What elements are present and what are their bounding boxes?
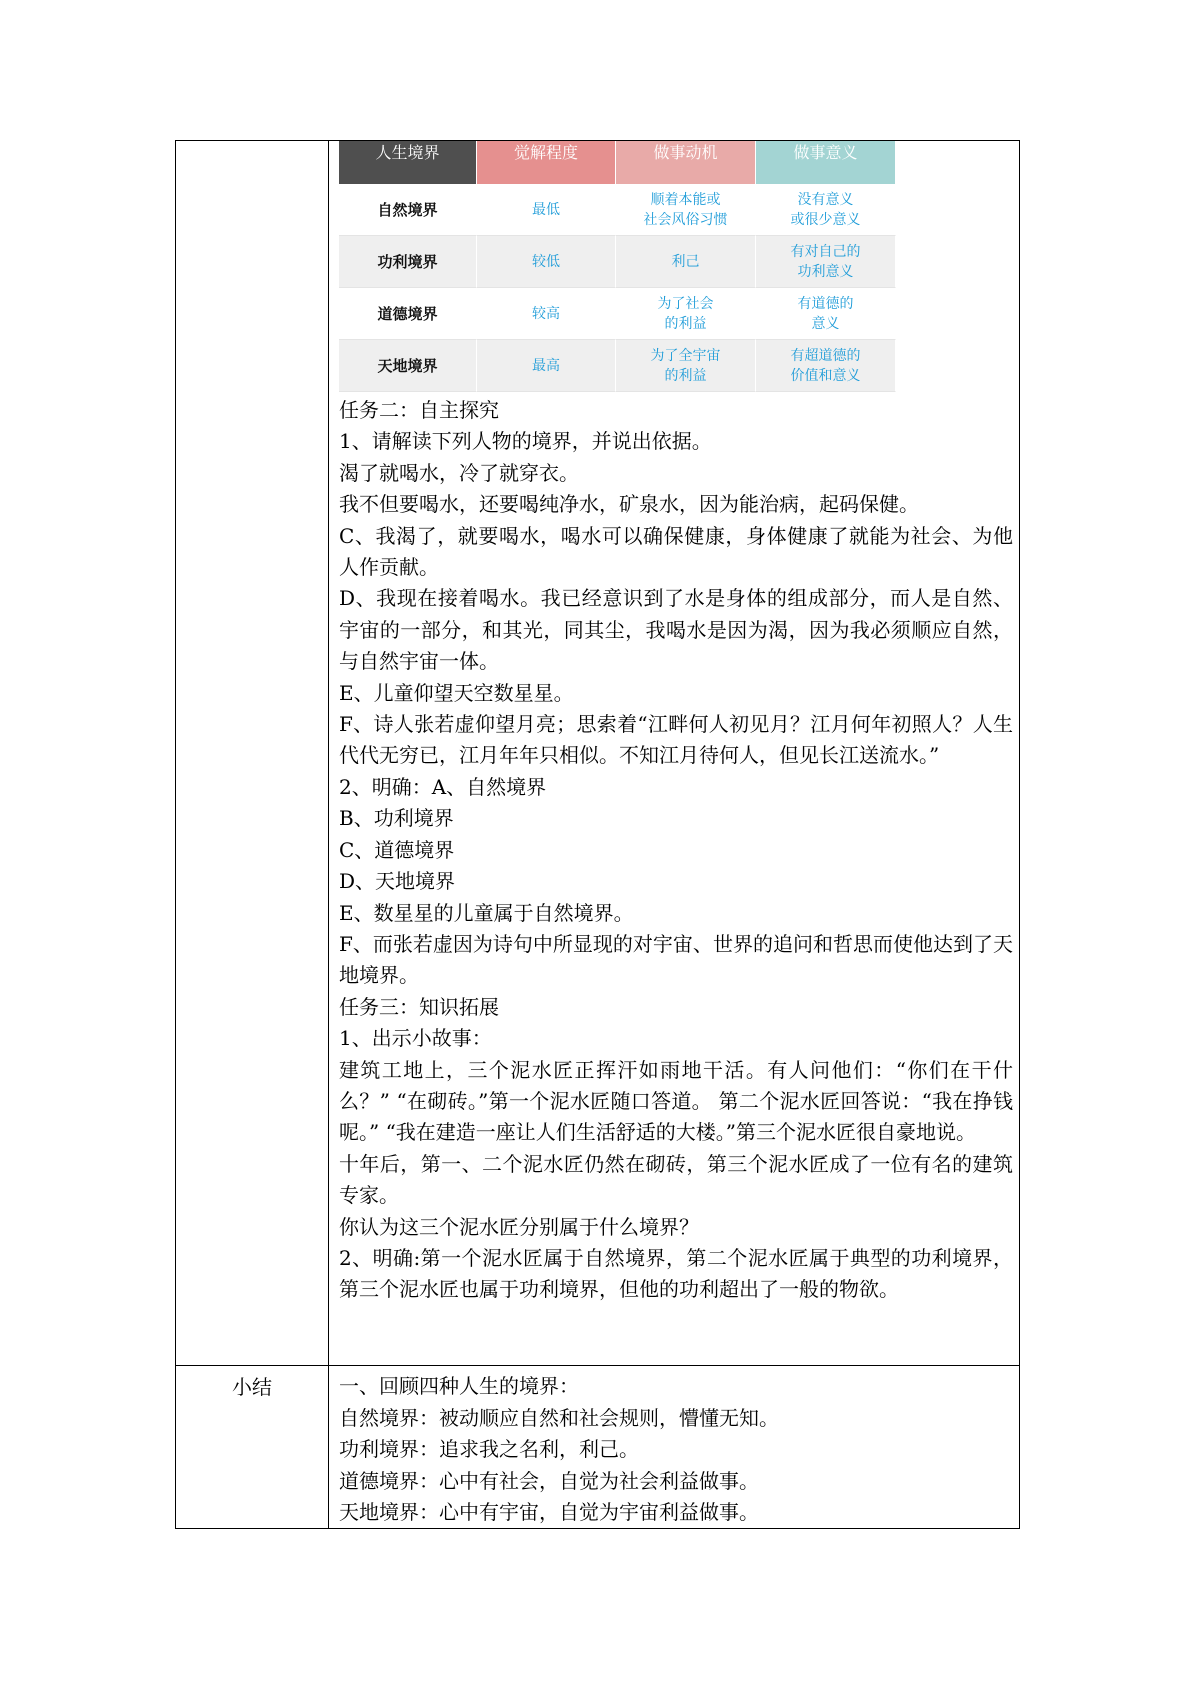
paragraph: E、数星星的儿童属于自然境界。 bbox=[339, 900, 634, 925]
summary-line: 道德境界：心中有社会，自觉为社会利益做事。 bbox=[339, 1468, 759, 1493]
realm-degree: 较低 bbox=[477, 236, 616, 288]
realm-table-image bbox=[339, 141, 896, 392]
paragraph: 建筑工地上，三个泥水匠正挥汗如雨地干活。有人问他们：“你们在干什么？” “在砌砖。”第一个泥水匠随口答道。 第二个泥水匠回答说：“我在挣钱呢。” “我在建造一座让人们生活舒适的大楼。”第三个泥水匠很自豪地说。 bbox=[339, 1057, 1013, 1145]
realm-meaning bbox=[756, 288, 896, 340]
realm-meaning bbox=[756, 184, 896, 236]
realm-table-row bbox=[339, 288, 896, 340]
motive-line: 为了全宇宙 bbox=[650, 347, 721, 364]
meaning-line: 有超道德的 bbox=[790, 347, 861, 364]
meaning-line: 有对自己的 bbox=[790, 243, 861, 260]
realm-degree: 最高 bbox=[477, 340, 616, 392]
paragraph: F、诗人张若虚仰望月亮；思索着“江畔何人初见月？江月何年初照人？人生代代无穷已，江月年年只相似。不知江月待何人，但见长江送流水。” bbox=[339, 712, 1013, 768]
realm-table-header bbox=[339, 141, 896, 184]
meaning-line: 意义 bbox=[811, 315, 840, 332]
paragraph: 渴了就喝水，冷了就穿衣。 bbox=[339, 460, 579, 485]
summary-line: 天地境界：心中有宇宙，自觉为宇宙利益做事。 bbox=[339, 1500, 759, 1524]
summary-line: 一、回顾四种人生的境界： bbox=[339, 1374, 579, 1398]
realm-name: 自然境界 bbox=[339, 184, 477, 236]
motive-line: 社会风俗习惯 bbox=[643, 211, 728, 228]
paragraph: 1、请解读下列人物的境界，并说出依据。 bbox=[339, 429, 712, 454]
realm-name: 功利境界 bbox=[339, 236, 477, 288]
paragraph: C、我渴了，就要喝水，喝水可以确保健康，身体健康了就能为社会、为他人作贡献。 bbox=[339, 523, 1013, 580]
realm-degree: 较高 bbox=[477, 288, 616, 340]
motive-line: 利己 bbox=[671, 253, 700, 270]
summary-text bbox=[339, 1371, 1013, 1529]
meaning-line: 或很少意义 bbox=[790, 211, 861, 228]
lesson-table bbox=[175, 140, 1020, 1529]
paragraph: 任务二：自主探究 bbox=[339, 398, 499, 422]
realm-name: 道德境界 bbox=[339, 288, 477, 340]
paragraph: E、儿童仰望天空数星星。 bbox=[339, 680, 574, 705]
task-text bbox=[339, 395, 1013, 1306]
summary-line: 功利境界：追求我之名利，利己。 bbox=[339, 1437, 639, 1461]
paragraph: D、天地境界 bbox=[339, 869, 456, 894]
realm-motive bbox=[616, 288, 756, 340]
summary-label: 小结 bbox=[232, 1375, 272, 1399]
header-cell: 觉解程度 bbox=[477, 141, 616, 184]
realm-table-row bbox=[339, 236, 896, 288]
paragraph: 我不但要喝水，还要喝纯净水，矿泉水，因为能治病，起码保健。 bbox=[339, 492, 919, 517]
paragraph: D、我现在接着喝水。我已经意识到了水是身体的组成部分，而人是自然、宇宙的一部分，和其光，同其尘，我喝水是因为渴，因为我必须顺应自然，与自然宇宙一体。 bbox=[339, 586, 1013, 674]
header-cell: 人生境界 bbox=[339, 141, 477, 184]
meaning-line: 功利意义 bbox=[797, 263, 854, 280]
paragraph: 你认为这三个泥水匠分别属于什么境界？ bbox=[339, 1214, 699, 1239]
meaning-line: 有道德的 bbox=[797, 295, 854, 312]
realm-name: 天地境界 bbox=[339, 340, 477, 392]
paragraph: 1、出示小故事： bbox=[339, 1026, 492, 1051]
realm-motive bbox=[616, 236, 756, 288]
paragraph: C、道德境界 bbox=[339, 837, 455, 862]
motive-line: 为了社会 bbox=[657, 295, 714, 312]
paragraph: 2、明确：A、自然境界 bbox=[339, 774, 547, 799]
realm-table-row bbox=[339, 184, 896, 236]
realm-meaning bbox=[756, 236, 896, 288]
realm-motive bbox=[616, 340, 756, 392]
realm-motive bbox=[616, 184, 756, 236]
realm-degree: 最低 bbox=[477, 184, 616, 236]
realm-table-row bbox=[339, 340, 896, 392]
realm-meaning bbox=[756, 340, 896, 392]
motive-line: 顺着本能或 bbox=[650, 191, 721, 208]
header-cell: 做事动机 bbox=[616, 141, 756, 184]
header-cell: 做事意义 bbox=[756, 141, 896, 184]
motive-line: 的利益 bbox=[664, 367, 707, 384]
paragraph: 2、明确:第一个泥水匠属于自然境界，第二个泥水匠属于典型的功利境界，第三个泥水匠也属于功利境界，但他的功利超出了一般的物欲。 bbox=[339, 1245, 1013, 1302]
motive-line: 的利益 bbox=[664, 315, 707, 332]
summary-line: 自然境界：被动顺应自然和社会规则，懵懂无知。 bbox=[339, 1405, 779, 1430]
paragraph: B、功利境界 bbox=[339, 806, 454, 831]
column-divider bbox=[328, 141, 329, 1528]
paragraph: 十年后，第一、二个泥水匠仍然在砌砖，第三个泥水匠成了一位有名的建筑专家。 bbox=[339, 1151, 1013, 1208]
paragraph: F、而张若虚因为诗句中所显现的对宇宙、世界的追问和哲思而使他达到了天地境界。 bbox=[339, 931, 1013, 988]
meaning-line: 没有意义 bbox=[797, 191, 854, 208]
meaning-line: 价值和意义 bbox=[790, 367, 861, 384]
paragraph: 任务三：知识拓展 bbox=[339, 994, 499, 1019]
row-divider bbox=[176, 1365, 1019, 1366]
